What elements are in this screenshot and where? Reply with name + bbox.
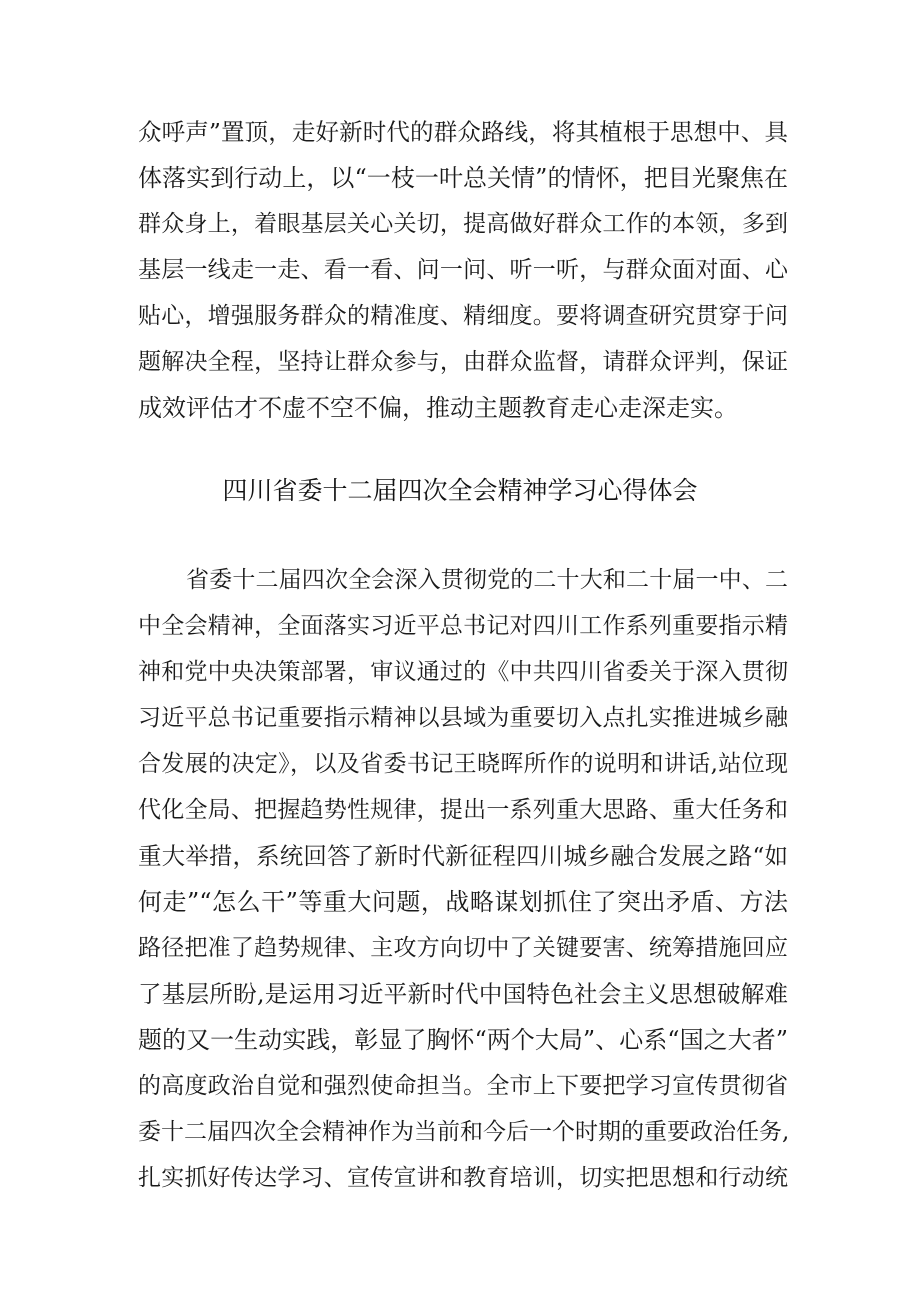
paragraph-line: 习近平总书记重要指示精神以县域为重要切入点扎实推进城乡融 <box>138 705 788 731</box>
paragraph-line: 题解决全程，坚持让群众参与，由群众监督，请群众评判，保证 <box>138 349 788 375</box>
paragraph-line: 题的又一生动实践，彰显了胸怀“两个大局”、心系“国之大者” <box>138 1026 788 1054</box>
paragraph-line: 的高度政治自觉和强烈使命担当。全市上下要把学习宣传贯彻省 <box>138 1073 788 1099</box>
paragraph-line: 路径把准了趋势规律、主攻方向切中了关键要害、统筹措施回应 <box>138 935 788 961</box>
paragraph-line: 合发展的决定》，以及省委书记王晓晖所作的说明和讲话,站位现 <box>138 751 788 777</box>
paragraph-line: 省委十二届四次全会深入贯彻党的二十大和二十届一中、二 <box>186 567 788 593</box>
section-title: 四川省委十二届四次全会精神学习心得体会 <box>222 476 698 505</box>
paragraph-line: 基层一线走一走、看一看、问一问、听一听，与群众面对面、心 <box>138 257 788 283</box>
paragraph-line: 了基层所盼,是运用习近平新时代中国特色社会主义思想破解难 <box>138 980 788 1008</box>
paragraph-line: 扎实抓好传达学习、宣传宣讲和教育培训，切实把思想和行动统 <box>138 1165 788 1191</box>
paragraph-line: 中全会精神，全面落实习近平总书记对四川工作系列重要指示精 <box>138 613 788 639</box>
paragraph-line: 众呼声”置顶，走好新时代的群众路线，将其植根于思想中、具 <box>138 118 788 146</box>
paragraph-line: 代化全局、把握趋势性规律，提出一系列重大思路、重大任务和 <box>138 797 788 823</box>
paragraph-line: 何走”“怎么干”等重大问题，战略谋划抓住了突出矛盾、方法 <box>138 888 788 916</box>
paragraph-line: 成效评估才不虚不空不偏，推动主题教育走心走深走实。 <box>138 394 738 422</box>
paragraph-line: 贴心，增强服务群众的精准度、精细度。要将调查研究贯穿于问 <box>138 303 788 329</box>
paragraph-line: 重大举措，系统回答了新时代新征程四川城乡融合发展之路“如 <box>138 842 788 870</box>
paragraph-line: 体落实到行动上，以“一枝一叶总关情”的情怀，把目光聚焦在 <box>138 164 788 192</box>
paragraph-line: 神和党中央决策部署，审议通过的《中共四川省委关于深入贯彻 <box>138 659 788 685</box>
paragraph-line: 委十二届四次全会精神作为当前和今后一个时期的重要政治任务, <box>138 1119 790 1145</box>
paragraph-line: 群众身上，着眼基层关心关切，提高做好群众工作的本领，多到 <box>138 211 788 237</box>
